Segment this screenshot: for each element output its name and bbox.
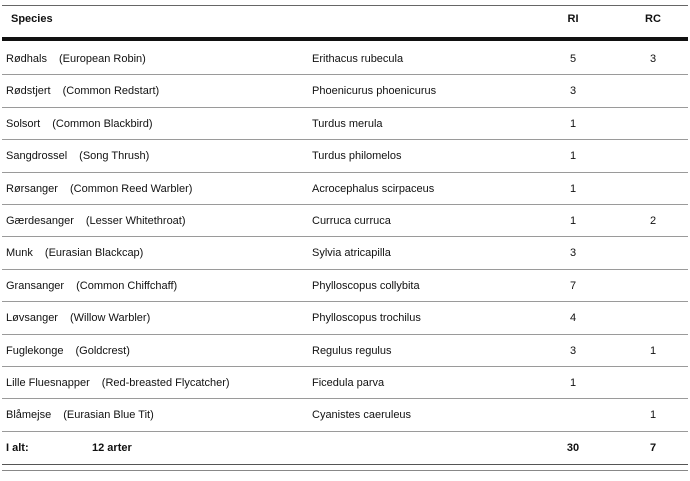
table-row xyxy=(2,75,688,107)
rc-value: 1 xyxy=(649,409,657,422)
english-name: (Willow Warbler) xyxy=(69,312,151,325)
english-name: (Eurasian Blackcap) xyxy=(44,247,144,260)
species-name-cell xyxy=(6,118,153,130)
species-name-cell xyxy=(6,215,186,227)
danish-name: Solsort xyxy=(6,117,41,130)
rc-value: 3 xyxy=(649,53,657,65)
table-row xyxy=(2,270,688,302)
danish-name: Gærdesanger xyxy=(6,214,74,227)
latin-name: Phylloscopus trochilus xyxy=(312,312,421,325)
danish-name: Blåmejse xyxy=(6,409,52,422)
species-name-cell xyxy=(6,247,143,259)
bottom-rule xyxy=(2,464,688,465)
species-name-cell xyxy=(6,312,150,324)
rc-value: 2 xyxy=(649,214,657,227)
ri-value: 3 xyxy=(569,344,577,357)
english-name: (Song Thrush) xyxy=(79,150,150,163)
species-name-cell xyxy=(6,280,177,292)
species-name-cell xyxy=(6,150,149,162)
danish-name: Lille Fluesnapper xyxy=(6,376,90,389)
total-row xyxy=(2,433,688,463)
total-species-count: 12 arter xyxy=(92,442,132,454)
ri-value: 1 xyxy=(569,117,577,130)
rc-value: 1 xyxy=(649,344,657,357)
species-name-cell xyxy=(6,345,130,357)
latin-name: Sylvia atricapilla xyxy=(312,247,391,260)
english-name: (Common Blackbird) xyxy=(52,117,153,130)
ri-value: 1 xyxy=(569,376,577,389)
header-rc: RC xyxy=(645,13,661,25)
ri-value: 7 xyxy=(569,279,577,292)
latin-name: Regulus regulus xyxy=(312,344,392,357)
danish-name: Rørsanger xyxy=(6,182,58,195)
table-body xyxy=(2,43,688,432)
total-rc: 7 xyxy=(649,442,657,454)
latin-name: Curruca curruca xyxy=(312,214,391,227)
english-name: (European Robin) xyxy=(58,53,146,65)
table-row xyxy=(2,173,688,205)
latin-name: Erithacus rubecula xyxy=(312,53,404,65)
latin-name: Acrocephalus scirpaceus xyxy=(312,182,435,195)
latin-name: Phoenicurus phoenicurus xyxy=(312,85,437,98)
ri-value: 3 xyxy=(569,85,577,98)
english-name: (Goldcrest) xyxy=(75,344,130,357)
latin-name: Cyanistes caeruleus xyxy=(312,409,412,422)
english-name: (Lesser Whitethroat) xyxy=(85,214,186,227)
table-row xyxy=(2,43,688,75)
header-ri: RI xyxy=(567,13,579,25)
ri-value: 5 xyxy=(569,53,577,65)
danish-name: Løvsanger xyxy=(6,312,58,325)
table-row xyxy=(2,108,688,140)
species-name-cell xyxy=(6,409,154,421)
ri-value: 1 xyxy=(569,182,577,195)
table-row xyxy=(2,335,688,367)
danish-name: Fuglekonge xyxy=(6,344,64,357)
latin-name: Turdus merula xyxy=(312,117,383,130)
ri-value: 3 xyxy=(569,247,577,260)
total-label: I alt: xyxy=(6,442,29,454)
danish-name: Rødhals xyxy=(6,53,47,65)
total-ri: 30 xyxy=(566,442,580,454)
header-rule xyxy=(2,37,688,41)
species-name-cell xyxy=(6,85,159,97)
species-name-cell xyxy=(6,377,230,389)
species-name-cell xyxy=(6,53,146,65)
english-name: (Eurasian Blue Tit) xyxy=(63,409,154,422)
danish-name: Gransanger xyxy=(6,279,65,292)
danish-name: Sangdrossel xyxy=(6,150,68,163)
english-name: (Red-breasted Flycatcher) xyxy=(101,376,230,389)
table-row xyxy=(2,237,688,269)
latin-name: Phylloscopus collybita xyxy=(312,279,420,292)
latin-name: Ficedula parva xyxy=(312,376,385,389)
english-name: (Common Reed Warbler) xyxy=(69,182,193,195)
table-header xyxy=(2,6,688,36)
danish-name: Munk xyxy=(6,247,33,260)
table-row xyxy=(2,140,688,172)
table-row xyxy=(2,302,688,334)
header-species: Species xyxy=(11,13,53,25)
table-row xyxy=(2,399,688,431)
ri-value: 1 xyxy=(569,150,577,163)
english-name: (Common Chiffchaff) xyxy=(76,279,178,292)
latin-name: Turdus philomelos xyxy=(312,150,402,163)
danish-name: Rødstjert xyxy=(6,85,51,98)
bottom-rule-secondary xyxy=(2,470,688,471)
species-name-cell xyxy=(6,183,192,195)
english-name: (Common Redstart) xyxy=(62,85,160,98)
ri-value: 1 xyxy=(569,214,577,227)
ri-value: 4 xyxy=(569,312,577,325)
table-row xyxy=(2,367,688,399)
table-row xyxy=(2,205,688,237)
